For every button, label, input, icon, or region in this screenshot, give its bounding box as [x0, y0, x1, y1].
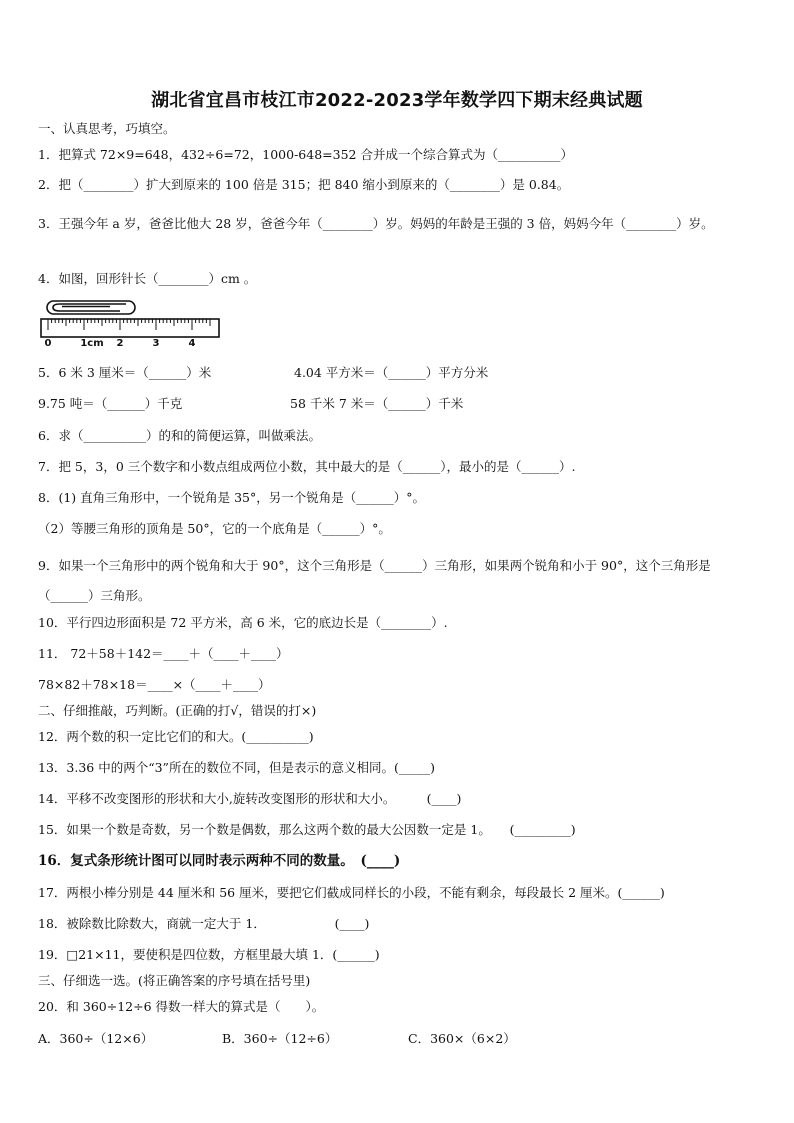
question-20-option-b: B．360÷（12÷6） [222, 1031, 338, 1046]
question-15: 15．如果一个数是奇数，另一个数是偶数，那么这两个数的最大公因数一定是 1。 (_________) [38, 822, 576, 837]
question-5-part-c: 9.75 吨＝（______）千克 [38, 396, 183, 411]
question-12: 12．两个数的积一定比它们的和大。(__________) [38, 729, 314, 744]
question-16: 16．复式条形统计图可以同时表示两种不同的数量。 (____) [38, 853, 401, 869]
question-5-part-b: 4.04 平方米＝（______）平方分米 [294, 365, 489, 380]
ruler-label-0: 0 [44, 338, 52, 349]
question-8-part-1: 8．(1) 直角三角形中，一个锐角是 35°，另一个锐角是（______）°。 [38, 490, 426, 505]
question-20-option-c: C．360×（6×2） [408, 1031, 516, 1046]
question-18: 18．被除数比除数大，商就一定大于 1． (____) [38, 916, 370, 931]
question-6: 6．求（__________）的和的简便运算，叫做乘法。 [38, 428, 321, 443]
question-19: 19．□21×11，要使积是四位数，方框里最大填 1．(______) [38, 947, 380, 962]
question-11-part-a: 11． 72＋58＋142＝____＋（____＋____） [38, 646, 289, 661]
question-20-option-a: A．360÷（12×6） [38, 1031, 154, 1046]
question-7: 7．把 5，3，0 三个数字和小数点组成两位小数，其中最大的是（______），最小的是（______）. [38, 459, 576, 474]
question-5-part-a: 5．6 米 3 厘米＝（______）米 [38, 365, 212, 380]
section-2-heading: 二、仔细推敲，巧判断。(正确的打√，错误的打×) [38, 703, 317, 718]
question-9: 9．如果一个三角形中的两个锐角和大于 90°，这个三角形是（______）三角形，如果两个锐角和小于 90°，这个三角形是（______）三角形。 [38, 558, 711, 603]
question-11-part-b: 78×82＋78×18＝____×（____＋____） [38, 677, 271, 692]
question-5-part-d: 58 千米 7 米＝（______）千米 [290, 396, 464, 411]
ruler-label-2: 2 [116, 338, 124, 349]
question-1: 1．把算式 72×9=648，432÷6=72，1000-648=352 合并成一个综合算式为（__________） [38, 147, 573, 162]
question-20: 20．和 360÷12÷6 得数一样大的算式是（ ）。 [38, 999, 325, 1014]
ruler-label-3: 3 [152, 338, 160, 349]
page-title: 湖北省宜昌市枝江市2022-2023学年数学四下期末经典试题 [151, 90, 643, 111]
question-14: 14．平移不改变图形的形状和大小,旋转改变图形的形状和大小。 (____) [38, 791, 462, 806]
question-2: 2．把（________）扩大到原来的 100 倍是 315；把 840 缩小到原来的（________）是 0.84。 [38, 177, 570, 192]
ruler-figure [40, 299, 222, 349]
paper-clip-icon [47, 301, 135, 314]
section-1-heading: 一、认真思考，巧填空。 [38, 121, 176, 136]
question-17: 17．两根小棒分别是 44 厘米和 56 厘米，要把它们截成同样长的小段，不能有剩余，每段最长 2 厘米。(______) [38, 885, 665, 900]
question-4: 4．如图，回形针长（________）cm 。 [38, 271, 257, 286]
ruler-label-4: 4 [188, 338, 196, 349]
question-8-part-2: （2）等腰三角形的顶角是 50°，它的一个底角是（______）°。 [38, 521, 391, 536]
question-10: 10．平行四边形面积是 72 平方米，高 6 米，它的底边长是（________）. [38, 615, 448, 630]
ruler-label-1: 1cm [80, 338, 104, 349]
question-13: 13．3.36 中的两个“3”所在的数位不同，但是表示的意义相同。(_____) [38, 760, 435, 775]
section-3-heading: 三、仔细选一选。(将正确答案的序号填在括号里) [38, 973, 311, 988]
question-3: 3．王强今年 a 岁，爸爸比他大 28 岁，爸爸今年（________）岁。妈妈的年龄是王强的 3 倍，妈妈今年（________）岁。 [38, 216, 714, 231]
